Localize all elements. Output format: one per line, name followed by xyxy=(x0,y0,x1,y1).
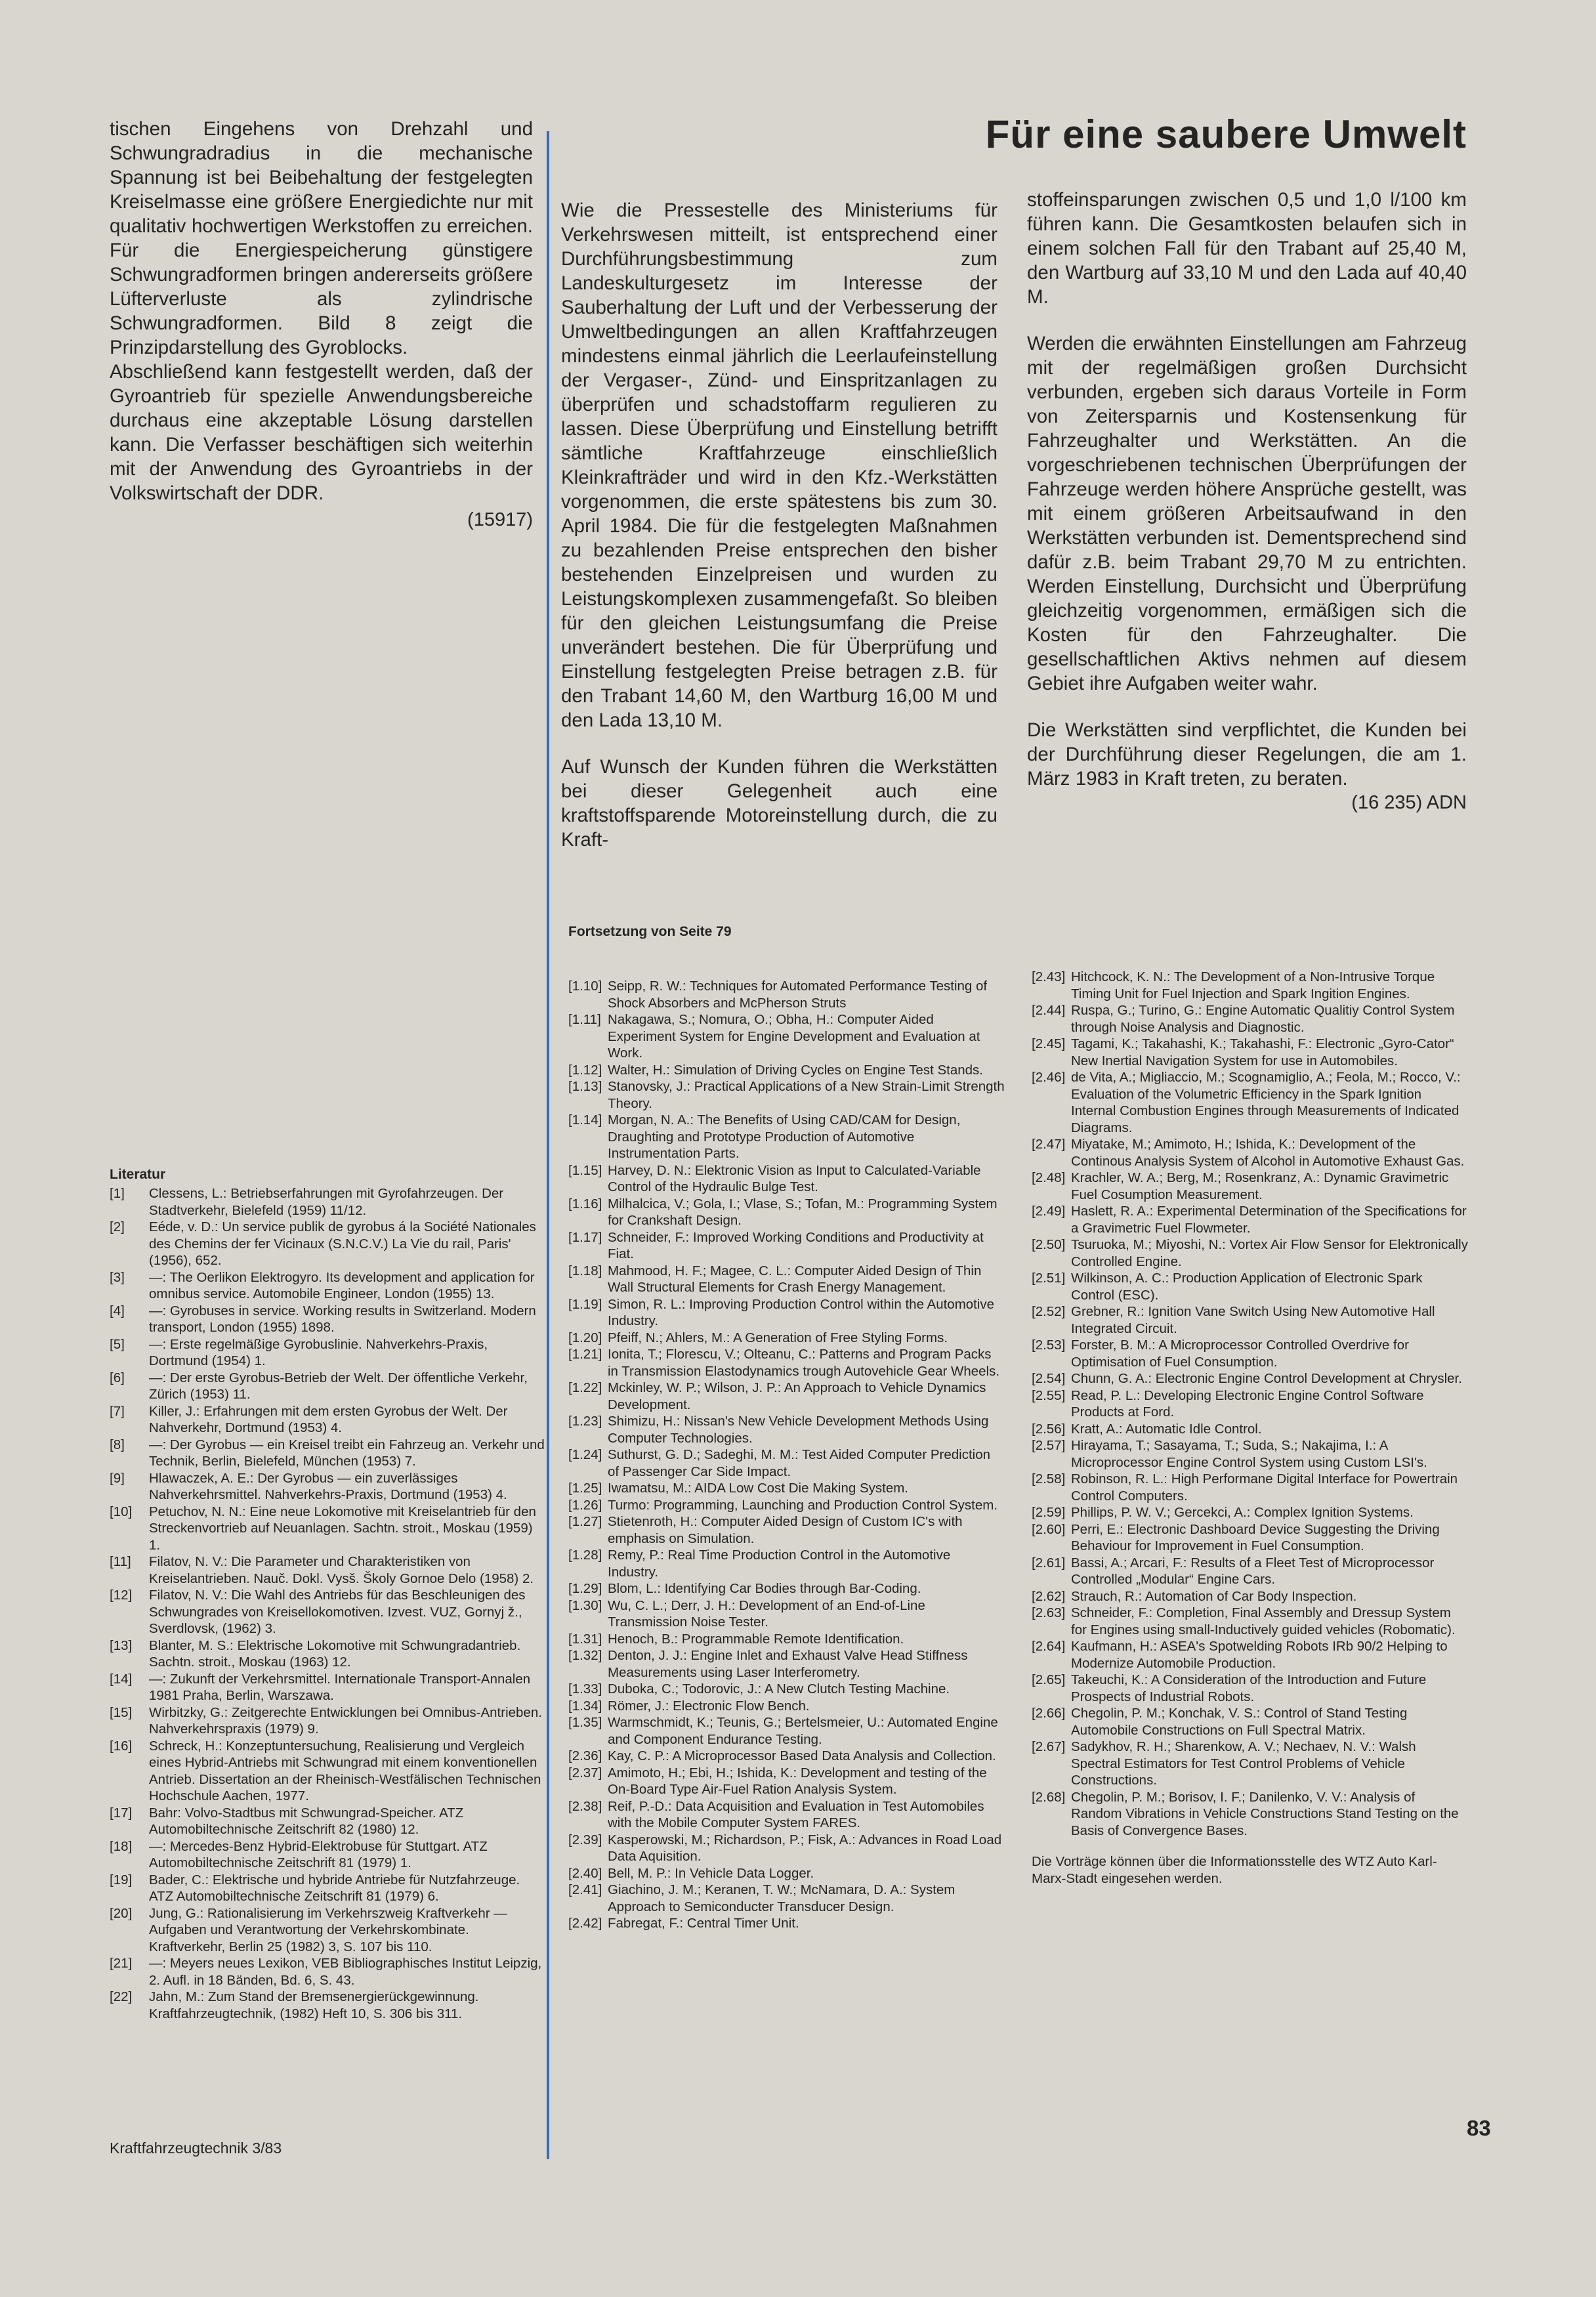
reference-item xyxy=(1032,1002,1468,1036)
reference-item xyxy=(110,1805,546,1838)
reference-number: [2.65] xyxy=(1032,1672,1066,1687)
reference-number: [1.31] xyxy=(568,1631,602,1647)
reference-number: [2.41] xyxy=(568,1882,602,1897)
reference-item xyxy=(1032,1136,1468,1170)
reference-item xyxy=(568,1380,1005,1413)
reference-number: [1.17] xyxy=(568,1229,602,1245)
reference-item xyxy=(1032,1370,1468,1387)
reference-item xyxy=(1032,1638,1468,1672)
reference-number: [12] xyxy=(110,1588,133,1603)
reference-item xyxy=(1032,1789,1468,1840)
article-col2-paragraph-3: Die Werkstätten sind verpflichtet, die Kunden bei der Durchführung dieser Regelungen, die am 1. März 1983 in Kraft treten, zu beraten. xyxy=(1027,719,1467,790)
reference-text: Shimizu, H.: Nissan's New Vehicle Development Methods Using Computer Technologies. xyxy=(608,1414,989,1446)
reference-number: [6] xyxy=(110,1370,125,1385)
reference-text: Fabregat, F.: Central Timer Unit. xyxy=(608,1916,799,1931)
reference-number: [1.30] xyxy=(568,1597,602,1613)
reference-text: Ionita, T.; Florescu, V.; Olteanu, C.: Patterns and Program Packs in Transmission Elastodynamics trough Autovehicle Gear Wheels. xyxy=(608,1347,1000,1379)
article-col2-paragraph-1: stoffeinsparungen zwischen 0,5 und 1,0 l/100 km führen kann. Die Gesamtkosten belaufen sich in einem solchen Fall für den Trabant auf 25,40 M, den Wartburg auf 33,10 M und den Lada auf 40,40 M. xyxy=(1027,189,1467,308)
reference-item xyxy=(110,1185,546,1219)
reference-item xyxy=(1032,1437,1468,1471)
reference-number: [20] xyxy=(110,1905,133,1921)
reference-text: Denton, J. J.: Engine Inlet and Exhaust Valve Head Stiffness Measurements using Laser Interferometry. xyxy=(608,1648,968,1680)
reference-text: Petuchov, N. N.: Eine neue Lokomotive mit Kreiselantrieb für den Streckenvortrieb auf Neuanlagen. Sachtn. stroit., Moskau (1959) 1. xyxy=(149,1504,536,1553)
reference-item xyxy=(568,1413,1005,1446)
reference-number: [1.29] xyxy=(568,1581,602,1596)
reference-text: —: The Oerlikon Elektrogyro. Its development and application for omnibus service. Automobile Engineer, London (1955) 13. xyxy=(149,1269,535,1301)
reference-text: Suthurst, G. D.; Sadeghi, M. M.: Test Aided Computer Prediction of Passenger Car Side Impact. xyxy=(608,1447,990,1479)
continuation-note: Die Vorträge können über die Informationsstelle des WTZ Auto Karl-Marx-Stadt eingesehen werden. xyxy=(1032,1854,1437,1886)
reference-item xyxy=(110,1303,546,1336)
reference-item xyxy=(1032,1605,1468,1638)
continuation-list-1 xyxy=(568,978,1005,1932)
reference-item xyxy=(1032,1588,1468,1605)
article-title: Für eine saubere Umwelt xyxy=(985,112,1467,156)
reference-number: [1.33] xyxy=(568,1681,602,1696)
article-col1-paragraph-1: Wie die Pressestelle des Ministeriums für Verkehrswesen mitteilt, ist entsprechend einer Durchführungsbestimmung zum Landeskulturgesetz im Interesse der Sauberhaltung der Luft und der Verbesserung der Umweltbedingungen an allen Kraftfahrzeugen mindestens einmal jährlich die Leerlaufeinstellung der Vergaser-, Zünd- und Einspritzanlagen zu überprüfen und schadstoffarm regulieren zu lassen. Diese Überprüfung und Einstellung betrifft sämtliche Kraftfahrzeuge einschließlich Kleinkrafträder und wird in den Kfz.-Werkstätten vorgenommen, die erste spätestens bis zum 30. April 1984. Die für die festgelegten Maßnahmen zu bezahlenden Preise entsprechen den bisher bestehenden Einzelpreisen und wurden zu Leistungskomplexen zusammengefaßt. So bleiben für den gleichen Leistungsumfang die Preise unverändert bestehen. Die für Überprüfung und Einstellung festgelegten Preise betragen z.B. für den Trabant 14,60 M, den Wartburg 16,00 M und den Lada 13,10 M. xyxy=(561,200,998,731)
reference-number: [2.43] xyxy=(1032,969,1066,984)
reference-text: Haslett, R. A.: Experimental Determination of the Specifications for a Gravimetric Fuel Flowmeter. xyxy=(1071,1204,1467,1236)
reference-number: [2.45] xyxy=(1032,1036,1066,1051)
reference-number: [2.47] xyxy=(1032,1137,1066,1152)
reference-text: Bader, C.: Elektrische und hybride Antriebe für Nutzfahrzeuge. ATZ Automobiltechnische Zeitschrift 81 (1979) 6. xyxy=(149,1872,520,1904)
reference-number: [2.60] xyxy=(1032,1521,1066,1537)
reference-number: [1.34] xyxy=(568,1698,602,1714)
reference-number: [2.64] xyxy=(1032,1639,1066,1654)
reference-number: [1.13] xyxy=(568,1079,602,1094)
reference-text: Wilkinson, A. C.: Production Application of Electronic Spark Control (ESC). xyxy=(1071,1271,1423,1303)
reference-number: [17] xyxy=(110,1805,133,1821)
left-paragraph-1: tischen Eingehens von Drehzahl und Schwungradradius in die mechanische Spannung ist bei Beibehaltung der festgelegten Kreiselmasse eine größere Energiedichte nur mit qualitativ hochwertigen Werkstoffen zu erreichen. Für die Energiespeicherung günstigere Schwungradformen bringen andererseits größere Lüfterverluste als zylindrische Schwungradformen. Bild 8 zeigt die Prinzipdarstellung des Gyroblocks. xyxy=(110,118,533,358)
reference-number: [10] xyxy=(110,1504,133,1519)
reference-text: Filatov, N. V.: Die Wahl des Antriebs für das Beschleunigen des Schwungrades von Kreisellokomotiven. Izvest. VUZ, Gornyj ž., Sverdlovsk, (1962) 3. xyxy=(149,1588,526,1636)
continuation-heading: Fortsetzung von Seite 79 xyxy=(568,924,732,939)
reference-number: [2.53] xyxy=(1032,1338,1066,1353)
reference-number: [2.37] xyxy=(568,1765,602,1781)
reference-text: Perri, E.: Electronic Dashboard Device Suggesting the Driving Behaviour for Improvement in Fuel Consumption. xyxy=(1071,1521,1440,1553)
reference-item xyxy=(568,1078,1005,1112)
reference-number: [2.57] xyxy=(1032,1438,1066,1453)
literatur-section xyxy=(110,1167,546,2022)
reference-text: Warmschmidt, K.; Teunis, G.; Bertelsmeier, U.: Automated Engine and Component Endurance Testing. xyxy=(608,1715,998,1747)
reference-text: Filatov, N. V.: Die Parameter und Charakteristiken von Kreiselantrieben. Nauč. Dokl. Vysš. Školy Gornoe Delo (1958) 2. xyxy=(149,1554,534,1586)
reference-number: [3] xyxy=(110,1269,125,1285)
reference-text: Kay, C. P.: A Microprocessor Based Data Analysis and Collection. xyxy=(608,1748,996,1763)
reference-text: Eéde, v. D.: Un service publik de gyrobus á la Société Nationales des Chemins der fer Vicinaux (S.N.C.V.) La Vie du rail, Paris' (1956), 652. xyxy=(149,1219,536,1268)
reference-text: Wu, C. L.; Derr, J. H.: Development of an End-of-Line Transmission Noise Tester. xyxy=(608,1597,925,1630)
left-paragraph-2: Abschließend kann festgestellt werden, daß der Gyroantrieb für spezielle Anwendungsbereiche durchaus eine akzeptable Lösung darstellen kann. Die Verfasser beschäftigen sich weiterhin mit der Anwendung des Gyroantriebs in der Volkswirtschaft der DDR. xyxy=(110,361,533,504)
reference-item xyxy=(1032,1739,1468,1789)
reference-item xyxy=(110,1437,546,1470)
article-column-1 xyxy=(561,198,998,874)
reference-text: Kasperowski, M.; Richardson, P.; Fisk, A.: Advances in Road Load Data Aquisition. xyxy=(608,1832,1002,1864)
reference-item xyxy=(568,1832,1005,1865)
reference-text: Mckinley, W. P.; Wilson, J. P.: An Approach to Vehicle Dynamics Development. xyxy=(608,1380,986,1412)
reference-item xyxy=(110,1905,546,1956)
reference-number: [2.49] xyxy=(1032,1204,1066,1219)
reference-item xyxy=(110,1704,546,1738)
reference-number: [2.52] xyxy=(1032,1304,1066,1319)
reference-text: Ruspa, G.; Turino, G.: Engine Automatic Qualitiy Control System through Noise Analysis and Diagnostic. xyxy=(1071,1003,1455,1035)
left-reference-id: (15917) xyxy=(467,509,533,530)
reference-item xyxy=(1032,1337,1468,1370)
reference-text: Strauch, R.: Automation of Car Body Inspection. xyxy=(1071,1588,1357,1604)
continuation-list-2 xyxy=(1032,969,1468,1839)
reference-text: Stanovsky, J.: Practical Applications of a New Strain-Limit Strength Theory. xyxy=(608,1079,1005,1111)
reference-number: [2.63] xyxy=(1032,1605,1066,1620)
reference-number: [1.10] xyxy=(568,979,602,994)
reference-text: Giachino, J. M.; Keranen, T. W.; McNamara, D. A.: System Approach to Semiconducter Transducer Design. xyxy=(608,1882,956,1914)
continuation-column-2 xyxy=(1032,969,1468,1887)
reference-number: [1.23] xyxy=(568,1414,602,1429)
reference-item xyxy=(568,1196,1005,1229)
reference-number: [4] xyxy=(110,1303,125,1318)
reference-item xyxy=(1032,1521,1468,1555)
article-col1-paragraph-2: Auf Wunsch der Kunden führen die Werkstätten bei dieser Gelegenheit auch eine kraftstoffsparende Motoreinstellung durch, die zu Kraft- xyxy=(561,756,998,851)
reference-text: Seipp, R. W.: Techniques for Automated Performance Testing of Shock Absorbers and McPherson Struts xyxy=(608,979,988,1011)
reference-number: [2.46] xyxy=(1032,1070,1066,1085)
reference-item xyxy=(568,1647,1005,1681)
reference-text: Chegolin, P. M.; Borisov, I. F.; Danilenko, V. V.: Analysis of Random Vibrations in Vehicle Constructions Stand Testing on the Basis of Convergence Bases. xyxy=(1071,1789,1459,1838)
reference-item xyxy=(110,1219,546,1269)
reference-text: —: Mercedes-Benz Hybrid-Elektrobuse für Stuttgart. ATZ Automobiltechnische Zeitschrift 81 (1979) 1. xyxy=(149,1838,488,1870)
reference-text: de Vita, A.; Migliaccio, M.; Scognamiglio, A.; Feola, M.; Rocco, V.: Evaluation of the Volumetric Efficiency in the Spark Ignition Internal Combustion Engines through Measurements of Indicated Diagrams. xyxy=(1071,1070,1461,1135)
reference-number: [1] xyxy=(110,1186,125,1201)
reference-text: Bahr: Volvo-Stadtbus mit Schwungrad-Speicher. ATZ Automobiltechnische Zeitschrift 82 (1980) 12. xyxy=(149,1805,464,1837)
reference-item xyxy=(1032,1705,1468,1739)
reference-item xyxy=(1032,1555,1468,1588)
reference-text: Killer, J.: Erfahrungen mit dem ersten Gyrobus der Welt. Der Nahverkehr, Dortmund (1953) 4. xyxy=(149,1403,508,1435)
reference-number: [2.44] xyxy=(1032,1003,1066,1018)
reference-number: [2.40] xyxy=(568,1865,602,1881)
reference-item xyxy=(568,1112,1005,1162)
reference-number: [1.24] xyxy=(568,1447,602,1462)
reference-number: [2.58] xyxy=(1032,1471,1066,1486)
reference-number: [1.18] xyxy=(568,1263,602,1278)
reference-number: [21] xyxy=(110,1956,133,1971)
reference-item xyxy=(110,1370,546,1403)
reference-text: Jung, G.: Rationalisierung im Verkehrszweig Kraftverkehr — Aufgaben und Verantwortung der Verkehrskombinate. Kraftverkehr, Berlin 25 (1982) 3, S. 107 bis 110. xyxy=(149,1905,507,1954)
reference-item xyxy=(568,1229,1005,1263)
reference-item xyxy=(568,978,1005,1011)
reference-item xyxy=(568,1162,1005,1196)
reference-text: Grebner, R.: Ignition Vane Switch Using New Automotive Hall Integrated Circuit. xyxy=(1071,1304,1435,1336)
reference-item xyxy=(1032,1504,1468,1521)
reference-number: [2.39] xyxy=(568,1832,602,1847)
reference-number: [1.28] xyxy=(568,1548,602,1563)
reference-text: Wirbitzky, G.: Zeitgerechte Entwicklungen bei Omnibus-Antrieben. Nahverkehrspraxis (1979) 9. xyxy=(149,1704,542,1737)
reference-number: [2.48] xyxy=(1032,1170,1066,1185)
reference-number: [15] xyxy=(110,1704,133,1720)
reference-number: [22] xyxy=(110,1989,133,2004)
reference-item xyxy=(1032,969,1468,1002)
reference-text: Blanter, M. S.: Elektrische Lokomotive mit Schwungradantrieb. Sachtn. stroit., Moskau (1963) 12. xyxy=(149,1637,521,1670)
reference-text: Henoch, B.: Programmable Remote Identification. xyxy=(608,1631,904,1647)
page-number: 83 xyxy=(1467,2116,1491,2140)
reference-text: Chunn, G. A.: Electronic Engine Control Development at Chrysler. xyxy=(1071,1371,1462,1386)
reference-number: [2.56] xyxy=(1032,1421,1066,1437)
reference-item xyxy=(568,1547,1005,1580)
reference-item xyxy=(1032,1036,1468,1069)
reference-item xyxy=(568,1765,1005,1798)
reference-text: Jahn, M.: Zum Stand der Bremsenergierückgewinnung. Kraftfahrzeugtechnik, (1982) Heft 10, S. 306 bis 311. xyxy=(149,1989,479,2021)
reference-text: Takeuchi, K.: A Consideration of the Introduction and Future Prospects of Industrial Robots. xyxy=(1071,1672,1427,1704)
reference-number: [2.62] xyxy=(1032,1588,1066,1604)
reference-item xyxy=(568,1597,1005,1631)
reference-item xyxy=(568,1446,1005,1480)
reference-number: [1.32] xyxy=(568,1648,602,1663)
article-column-2 xyxy=(1027,188,1467,815)
reference-number: [1.26] xyxy=(568,1497,602,1513)
reference-text: Clessens, L.: Betriebserfahrungen mit Gyrofahrzeugen. Der Stadtverkehr, Bielefeld (1959) 11/12. xyxy=(149,1186,504,1218)
reference-item xyxy=(110,1403,546,1437)
reference-text: —: Zukunft der Verkehrsmittel. Internationale Transport-Annalen 1981 Praha, Berlin, Warszawa. xyxy=(149,1671,531,1703)
reference-text: Mahmood, H. F.; Magee, C. L.: Computer Aided Design of Thin Wall Structural Elements for Crash Energy Management. xyxy=(608,1263,982,1295)
reference-item xyxy=(110,1989,546,2022)
article-reference-id: (16 235) ADN xyxy=(1351,792,1467,813)
reference-item xyxy=(110,1637,546,1671)
reference-item xyxy=(1032,1387,1468,1421)
reference-number: [2.59] xyxy=(1032,1505,1066,1520)
reference-text: Read, P. L.: Developing Electronic Engine Control Software Products at Ford. xyxy=(1071,1387,1424,1420)
reference-item xyxy=(1032,1471,1468,1504)
reference-item xyxy=(568,1882,1005,1915)
reference-number: [2.51] xyxy=(1032,1271,1066,1286)
reference-text: Tsuruoka, M.; Miyoshi, N.: Vortex Air Flow Sensor for Elektronically Controlled Engine. xyxy=(1071,1237,1468,1269)
reference-number: [5] xyxy=(110,1336,125,1352)
reference-number: [1.19] xyxy=(568,1296,602,1312)
reference-item xyxy=(110,1872,546,1905)
reference-text: Schreck, H.: Konzeptuntersuchung, Realisierung und Vergleich eines Hybrid-Antriebs mit Schwungrad mit einem konventionellen Antrieb. Dissertation an der Rheinisch-Westfälischen Technischen Hochschule Aachen, 1977. xyxy=(149,1738,541,1803)
reference-item xyxy=(568,1330,1005,1347)
reference-text: Stietenroth, H.: Computer Aided Design of Custom IC's with emphasis on Simulation. xyxy=(608,1514,963,1546)
reference-item xyxy=(568,1915,1005,1932)
reference-text: —: Meyers neues Lexikon, VEB Bibliographisches Institut Leipzig, 2. Aufl. in 18 Bänden, Bd. 6, S. 43. xyxy=(149,1956,542,1988)
reference-text: Morgan, N. A.: The Benefits of Using CAD/CAM for Design, Draughting and Prototype Production of Automotive Instrumentation Parts. xyxy=(608,1112,961,1161)
reference-number: [1.22] xyxy=(568,1380,602,1395)
reference-number: [2] xyxy=(110,1219,125,1234)
reference-text: Schneider, F.: Completion, Final Assembly and Dressup System for Engines using small-Inductively guided vehicles (Robomatic). xyxy=(1071,1605,1456,1637)
reference-number: [2.38] xyxy=(568,1798,602,1814)
reference-text: Pfeiff, N.; Ahlers, M.: A Generation of Free Styling Forms. xyxy=(608,1330,948,1345)
reference-number: [9] xyxy=(110,1470,125,1486)
reference-item xyxy=(110,1336,546,1370)
journal-footer: Kraftfahrzeugtechnik 3/83 xyxy=(110,2139,282,2157)
reference-text: Bassi, A.; Arcari, F.: Results of a Fleet Test of Microprocessor Controlled „Modular“ Engine Cars. xyxy=(1071,1555,1435,1587)
reference-item xyxy=(568,1263,1005,1296)
reference-number: [16] xyxy=(110,1738,133,1754)
reference-text: Krachler, W. A.; Berg, M.; Rosenkranz, A.: Dynamic Gravimetric Fuel Cosumption Measurement. xyxy=(1071,1170,1449,1202)
column-divider xyxy=(547,131,549,2159)
reference-number: [1.12] xyxy=(568,1062,602,1078)
reference-item xyxy=(1032,1270,1468,1303)
reference-number: [13] xyxy=(110,1637,133,1653)
reference-text: Nakagawa, S.; Nomura, O.; Obha, H.: Computer Aided Experiment System for Engine Development and Evaluation at Work. xyxy=(608,1012,980,1061)
reference-text: —: Gyrobuses in service. Working results in Switzerland. Modern transport, London (1955) 1898. xyxy=(149,1303,536,1335)
reference-text: Hitchcock, K. N.: The Development of a Non-Intrusive Torque Timing Unit for Fuel Injection and Spark Ingition Engines. xyxy=(1071,969,1435,1001)
literatur-heading: Literatur xyxy=(110,1167,166,1182)
reference-number: [11] xyxy=(110,1554,131,1569)
reference-item xyxy=(110,1504,546,1554)
reference-number: [7] xyxy=(110,1403,125,1419)
reference-number: [2.55] xyxy=(1032,1387,1066,1403)
reference-item xyxy=(110,1738,546,1805)
reference-text: —: Der erste Gyrobus-Betrieb der Welt. Der öffentliche Verkehr, Zürich (1953) 11. xyxy=(149,1370,528,1402)
reference-item xyxy=(568,1497,1005,1514)
continuation-column-1 xyxy=(568,978,1005,1932)
reference-text: Robinson, R. L.: High Performane Digital Interface for Powertrain Control Computers. xyxy=(1071,1471,1458,1504)
reference-item xyxy=(110,1269,546,1303)
reference-item xyxy=(110,1470,546,1504)
reference-number: [1.21] xyxy=(568,1347,602,1362)
reference-number: [8] xyxy=(110,1437,125,1452)
reference-item xyxy=(568,1513,1005,1547)
reference-text: Duboka, C.; Todorovic, J.: A New Clutch Testing Machine. xyxy=(608,1681,950,1696)
left-continuation-text xyxy=(110,117,533,531)
reference-number: [2.50] xyxy=(1032,1237,1066,1252)
reference-text: Amimoto, H.; Ebi, H.; Ishida, K.: Development and testing of the On-Board Type Air-Fuel Ration Analysis System. xyxy=(608,1765,987,1797)
reference-text: Harvey, D. N.: Elektronic Vision as Input to Calculated-Variable Control of the Hydraulic Bulge Test. xyxy=(608,1162,981,1194)
reference-text: Kratt, A.: Automatic Idle Control. xyxy=(1071,1421,1262,1437)
reference-item xyxy=(1032,1069,1468,1136)
reference-item xyxy=(1032,1236,1468,1270)
reference-text: Römer, J.: Electronic Flow Bench. xyxy=(608,1698,810,1714)
reference-item xyxy=(568,1865,1005,1882)
reference-number: [1.16] xyxy=(568,1196,602,1212)
reference-number: [14] xyxy=(110,1671,133,1687)
reference-text: Simon, R. L.: Improving Production Control within the Automotive Industry. xyxy=(608,1296,995,1328)
reference-item xyxy=(568,1296,1005,1330)
reference-number: [1.15] xyxy=(568,1162,602,1178)
reference-number: [1.25] xyxy=(568,1481,602,1496)
literatur-list xyxy=(110,1185,546,2022)
reference-item xyxy=(568,1798,1005,1832)
reference-text: Hirayama, T.; Sasayama, T.; Suda, S.; Nakajima, I.: A Microprocessor Engine Control System using Custom LSI's. xyxy=(1071,1438,1427,1470)
reference-item xyxy=(1032,1303,1468,1337)
reference-text: Hlawaczek, A. E.: Der Gyrobus — ein zuverlässiges Nahverkehrsmittel. Nahverkehrs-Praxis, Dortmund (1953) 4. xyxy=(149,1470,507,1502)
reference-item xyxy=(568,1698,1005,1715)
reference-text: —: Erste regelmäßige Gyrobuslinie. Nahverkehrs-Praxis, Dortmund (1954) 1. xyxy=(149,1336,488,1368)
reference-item xyxy=(1032,1170,1468,1203)
reference-number: [1.11] xyxy=(568,1012,601,1027)
reference-item xyxy=(568,1011,1005,1062)
reference-text: Iwamatsu, M.: AIDA Low Cost Die Making System. xyxy=(608,1481,908,1496)
reference-text: Blom, L.: Identifying Car Bodies through Bar-Coding. xyxy=(608,1581,921,1596)
reference-text: Walter, H.: Simulation of Driving Cycles on Engine Test Stands. xyxy=(608,1062,983,1078)
reference-text: Milhalcica, V.; Gola, I.; Vlase, S.; Tofan, M.: Programming System for Crankshaft Design. xyxy=(608,1196,998,1228)
reference-item xyxy=(110,1587,546,1637)
reference-text: Turmo: Programming, Launching and Production Control System. xyxy=(608,1497,998,1513)
left-body xyxy=(110,117,533,505)
reference-text: Tagami, K.; Takahashi, K.; Takahashi, F.: Electronic „Gyro-Cator“ New Inertial Navigation System for use in Automobiles. xyxy=(1071,1036,1454,1068)
reference-number: [2.42] xyxy=(568,1916,602,1931)
reference-item xyxy=(1032,1421,1468,1438)
reference-number: [19] xyxy=(110,1872,133,1887)
reference-text: Forster, B. M.: A Microprocessor Controlled Overdrive for Optimisation of Fuel Consumption. xyxy=(1071,1338,1409,1370)
reference-item xyxy=(1032,1672,1468,1705)
reference-item xyxy=(568,1580,1005,1597)
reference-number: [2.66] xyxy=(1032,1706,1066,1721)
reference-item xyxy=(568,1681,1005,1698)
reference-item xyxy=(568,1346,1005,1380)
reference-item xyxy=(110,1838,546,1872)
reference-item xyxy=(568,1062,1005,1079)
reference-number: [2.36] xyxy=(568,1748,602,1763)
reference-item xyxy=(110,1955,546,1989)
reference-text: —: Der Gyrobus — ein Kreisel treibt ein Fahrzeug an. Verkehr und Technik, Berlin, Bielefeld, München (1953) 7. xyxy=(149,1437,545,1469)
reference-text: Phillips, P. W. V.; Gercekci, A.: Complex Ignition Systems. xyxy=(1071,1505,1414,1520)
reference-number: [1.20] xyxy=(568,1330,602,1345)
reference-item xyxy=(568,1631,1005,1648)
reference-number: [2.61] xyxy=(1032,1555,1066,1570)
reference-item xyxy=(568,1714,1005,1748)
reference-item xyxy=(110,1553,546,1587)
reference-item xyxy=(568,1480,1005,1497)
reference-number: [1.27] xyxy=(568,1514,602,1529)
reference-number: [1.14] xyxy=(568,1112,602,1127)
reference-item xyxy=(1032,1203,1468,1236)
reference-item xyxy=(110,1671,546,1704)
article-col2-paragraph-2: Werden die erwähnten Einstellungen am Fahrzeug mit der regelmäßigen großen Durchsicht verbunden, ergeben sich daraus Vorteile in Form von Zeitersparnis und Kostensenkung für Fahrzeughalter und Werkstätten. An die vorgeschriebenen technischen Überprüfungen der Fahrzeuge werden höhere Ansprüche gestellt, was mit einem größeren Arbeitsaufwand in den Werkstätten verbunden ist. Dementsprechend sind dafür z.B. beim Trabant 29,70 M zu entrichten. Werden Einstellung, Durchsicht und Überprüfung gleichzeitig vorgenommen, ermäßigen sich die Kosten für den Fahrzeughalter. Die gesellschaftlichen Aktivs nehmen auf diesem Gebiet ihre Aufgaben weiter wahr. xyxy=(1027,333,1467,694)
reference-number: [18] xyxy=(110,1838,133,1854)
reference-number: [2.68] xyxy=(1032,1789,1066,1805)
reference-text: Reif, P.-D.: Data Acquisition and Evaluation in Test Automobiles with the Mobile Computer System FARES. xyxy=(608,1798,984,1830)
reference-item xyxy=(568,1748,1005,1765)
reference-text: Bell, M. P.: In Vehicle Data Logger. xyxy=(608,1865,814,1881)
reference-text: Sadykhov, R. H.; Sharenkow, A. V.; Nechaev, N. V.: Walsh Spectral Estimators for Test Control Problems of Vehicle Constructions. xyxy=(1071,1739,1416,1788)
reference-text: Remy, P.: Real Time Production Control in the Automotive Industry. xyxy=(608,1548,951,1580)
reference-number: [2.67] xyxy=(1032,1739,1066,1754)
reference-text: Miyatake, M.; Amimoto, H.; Ishida, K.: Development of the Continous Analysis System of Alcohol in Automotive Exhaust Gas. xyxy=(1071,1137,1465,1169)
reference-text: Schneider, F.: Improved Working Conditions and Productivity at Fiat. xyxy=(608,1229,984,1261)
reference-text: Kaufmann, H.: ASEA's Spotwelding Robots IRb 90/2 Helping to Modernize Automobile Production. xyxy=(1071,1639,1448,1671)
reference-number: [2.54] xyxy=(1032,1371,1066,1386)
reference-number: [1.35] xyxy=(568,1715,602,1730)
reference-text: Chegolin, P. M.; Konchak, V. S.: Control of Stand Testing Automobile Constructions on Full Spectral Matrix. xyxy=(1071,1706,1408,1738)
